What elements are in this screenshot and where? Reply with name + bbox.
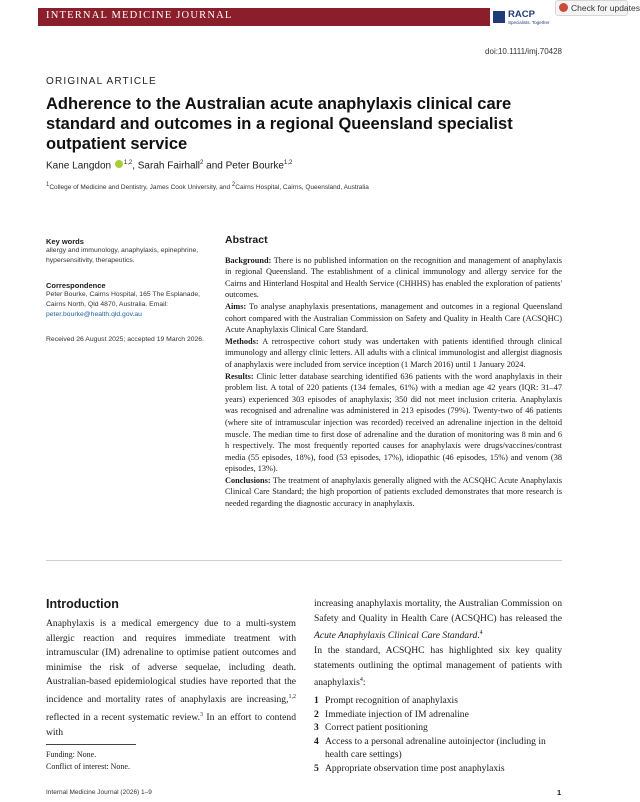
aims-text: To analyse anaphylaxis presentations, management and outcomes in a regional Queensland cohort compared with the Australian Commission on Safety and Quality in Health Care (ACSQHC) Acute Anaphylaxis Clinical Care Standard. — [225, 301, 562, 335]
conclusions-label: Conclusions: — [225, 475, 271, 485]
correspondence-heading: Correspondence — [46, 281, 106, 290]
racp-logo-tagline: Specialists. Together — [508, 20, 550, 25]
journal-header — [0, 0, 560, 32]
racp-logo — [493, 9, 553, 27]
page-number: 1 — [557, 788, 562, 797]
article-sidebar — [46, 237, 216, 345]
keywords: allergy and immunology, anaphylaxis, epinephrine, hypersensitivity, therapeutics. — [46, 247, 199, 264]
doi[interactable]: doi:10.1111/imj.70428 — [485, 47, 562, 56]
running-footer: Internal Medicine Journal (2026) 1–9 — [46, 789, 152, 796]
introduction-column-right — [314, 597, 562, 691]
introduction-column-left — [46, 617, 296, 740]
email-label: Email: — [149, 301, 169, 308]
racp-logo-text: RACP — [508, 9, 535, 20]
background-text: There is no published information on the recognition and management of anaphylaxis in regional Queensland. The establishment of a clinical immunology and allergy service for the Cairns and Hinterland Hospital and Health Service (CHHHS) has enabled the exploration of patients' outcomes. — [225, 255, 562, 300]
list-item-text: Correct patient positioning — [325, 722, 428, 734]
footnote-divider — [46, 744, 136, 745]
list-item-number: 4 — [314, 735, 319, 747]
results-text: Clinic letter database searching identified 636 patients with the word anaphylaxis in their problem list. A total of 220 patients (134 females, 61%) with a median age 42 years (IQR: 31–47 years) experienced 303 episodes of anaphylaxis; 350 did not meet inclusion criteria. Anaphylaxis was recognised and adrenaline was administered in 213 episodes (79%). Twenty-two of 46 patients (where site of intramuscular injection was recorded) received an adrenaline injection in the deltoid muscle. The median time to first dose of adrenaline and the duration of monitoring was 8 min and 6 h respectively. The most frequently reported causes for anaphylaxis were drugs/vaccines/contrast media (55 episodes, 18%), food (53 episodes, 17%), idiopathic (46 episodes, 15%) and venom (38 episodes, 13%). — [225, 371, 562, 474]
abstract — [225, 235, 562, 510]
article-title: Adherence to the Australian acute anaphylaxis clinical care standard and outcomes in a regional Queensland specialist outpatient service — [46, 95, 513, 153]
list-item-text: Immediate injection of IM adrenaline — [325, 708, 469, 720]
correspondence-address — [46, 290, 216, 320]
racp-logo-mark-icon — [493, 11, 505, 23]
footnotes — [46, 749, 130, 773]
intro-text: In the standard, ACSQHC has highlighted six key quality statements outlining the optimal management of patients with anaphylaxis — [314, 644, 562, 689]
email-link[interactable]: peter.bourke@health.qld.gov.au — [46, 311, 142, 318]
author-affiliation-sup: 1,2 — [123, 160, 133, 166]
affiliation-sup: 1 — [46, 182, 50, 188]
orcid-icon[interactable] — [115, 160, 123, 168]
list-item-number: 5 — [314, 762, 319, 774]
section-divider — [46, 560, 562, 561]
author-name[interactable]: Peter Bourke — [225, 160, 284, 172]
standard-title-italic: Acute Anaphylaxis Clinical Care Standard — [314, 630, 478, 642]
methods-label: Methods: — [225, 336, 259, 346]
affiliation-text: College of Medicine and Dentistry, James Cook University, and — [49, 184, 232, 192]
citation-sup[interactable]: 3 — [200, 711, 204, 718]
check-for-updates-label: Check for updates — [571, 3, 640, 13]
funding-note: Funding: None. — [46, 750, 97, 759]
abstract-results — [225, 371, 562, 475]
list-item — [314, 708, 564, 722]
list-item — [314, 762, 564, 776]
introduction-paragraph — [46, 617, 296, 740]
received-accepted-dates: Received 26 August 2025; accepted 19 March 2026. — [46, 336, 204, 343]
abstract-conclusions — [225, 475, 562, 510]
intro-text: . — [477, 630, 480, 642]
list-item-number: 3 — [314, 722, 319, 734]
check-for-updates-button[interactable] — [555, 0, 640, 16]
list-item-number: 2 — [314, 708, 319, 720]
author-name[interactable]: Sarah Fairhall — [137, 160, 201, 172]
aims-label: Aims: — [225, 301, 247, 311]
intro-text: In an effort to contend with — [46, 711, 296, 738]
author-name[interactable]: Kane Langdon — [46, 160, 112, 172]
results-label: Results: — [225, 371, 254, 381]
author-list: Kane Langdon $^{1,2}$, Sarah Fairhall$^2$ and Peter Bourke$^{1,2}$ — [46, 160, 293, 172]
affiliation-text: Cairns Hospital, Cairns, Queensland, Australia — [235, 184, 369, 192]
intro-text: : — [362, 677, 366, 689]
intro-text: Anaphylaxis is a medical emergency due to a multi-system allergic reaction and requires immediate treatment with intramuscular (IM) adrenaline to optimise patient outcomes and minimise the risk of adverse sequelae, including death. Australian-based epidemiological studies have reported that the incidence and mortality rates of anaphylaxis are increasing, — [46, 618, 296, 706]
methods-text: A retrospective cohort study was undertaken with patients identified through clinical immunology and allergy clinic letters. All adults with a clinical immunologist and allergist diagnosis of anaphylaxis were included from service inception (1 March 2016) until 1 January 2024. — [225, 336, 563, 369]
citation-sup[interactable]: 4 — [479, 630, 483, 637]
keywords-heading: Key words — [46, 237, 84, 246]
introduction-paragraph — [314, 597, 562, 644]
background-label: Background: — [225, 255, 272, 265]
list-item-text: Access to a personal adrenaline autoinjector (including in health care settings) — [325, 735, 546, 761]
abstract-methods — [225, 336, 562, 371]
abstract-background — [225, 255, 562, 301]
citation-sup[interactable]: 1,2 — [288, 693, 296, 700]
introduction-paragraph — [314, 644, 562, 691]
list-item — [314, 694, 564, 708]
list-item-text: Prompt recognition of anaphylaxis — [325, 695, 458, 706]
citation-sup[interactable]: 4 — [359, 677, 363, 684]
article-type: ORIGINAL ARTICLE — [46, 76, 157, 87]
list-item — [314, 735, 564, 762]
quality-statements-list — [314, 694, 564, 776]
abstract-heading: Abstract — [225, 234, 268, 246]
correspondence-text: Peter Bourke, Cairns Hospital, 165 The Esplanade, Cairns North, Qld 4870, Australia. — [46, 291, 201, 308]
journal-name: INTERNAL MEDICINE JOURNAL — [46, 10, 233, 21]
list-item — [314, 721, 564, 735]
abstract-aims — [225, 301, 562, 336]
intro-text: reflected in a recent systematic review. — [46, 711, 201, 723]
conflict-of-interest-note: Conflict of interest: None. — [46, 762, 130, 771]
conclusions-text: The treatment of anaphylaxis generally aligned with the ACSQHC Acute Anaphylaxis Clinical Care Standard; the high proportion of patients excluded demonstrates that more research is needed regarding the diagnostic accuracy in anaphylaxis. — [225, 475, 562, 509]
author-affiliation-sup: 2 — [200, 160, 204, 166]
author-joiner: and — [206, 160, 223, 172]
list-item-text: Appropriate observation time post anaphylaxis — [325, 762, 505, 774]
affiliations — [46, 182, 369, 191]
list-item-number: 1 — [314, 695, 319, 706]
introduction-heading: Introduction — [46, 597, 119, 611]
affiliation-sup: 2 — [231, 182, 236, 188]
intro-text: increasing anaphylaxis mortality, the Australian Commission on Safety and Quality in Health Care (ACSQHC) has released the — [314, 598, 562, 624]
author-affiliation-sup: 1,2 — [284, 160, 293, 166]
crossmark-icon — [559, 3, 568, 12]
